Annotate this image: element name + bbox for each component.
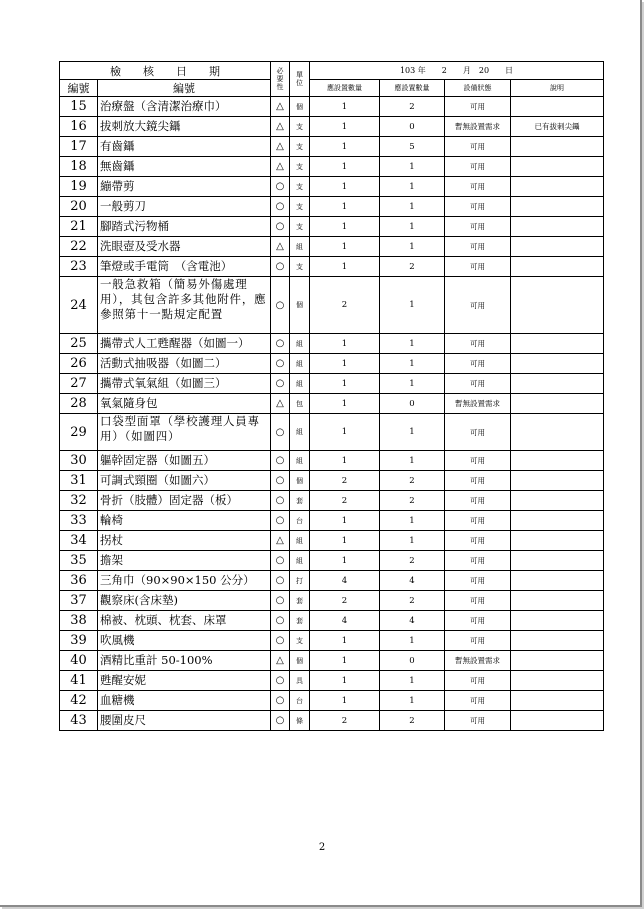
required-qty: 1 [310,511,380,531]
item-name: 筆燈或手電筒 （含電池） [98,257,271,277]
item-number: 32 [60,491,98,511]
note-cell [511,197,604,217]
actual-qty: 2 [380,491,445,511]
unit-cell: 套 [290,491,310,511]
item-number: 36 [60,571,98,591]
item-number: 24 [60,277,98,334]
note-cell [511,671,604,691]
item-number: 27 [60,374,98,394]
required-qty: 1 [310,631,380,651]
unit-cell: 個 [290,277,310,334]
required-qty: 1 [310,691,380,711]
required-header [271,62,290,97]
note-cell [511,277,604,334]
status-cell: 可用 [445,511,511,531]
table-row [60,651,604,671]
table-row [60,394,604,414]
required-mark: ○ [271,217,290,237]
note-cell [511,631,604,651]
item-number: 21 [60,217,98,237]
item-name: 甦醒安妮 [98,671,271,691]
actual-qty: 2 [380,471,445,491]
table-row [60,277,604,334]
required-qty: 1 [310,531,380,551]
item-name: 活動式抽吸器（如圖二） [98,354,271,374]
table-row [60,157,604,177]
required-qty: 2 [310,277,380,334]
required-qty: 1 [310,257,380,277]
actual-qty: 1 [380,237,445,257]
item-number: 43 [60,711,98,731]
item-number: 16 [60,117,98,137]
status-cell: 可用 [445,531,511,551]
table-row [60,671,604,691]
equipment-check-table [59,61,604,731]
unit-cell: 組 [290,551,310,571]
note-cell [511,257,604,277]
note-cell [511,217,604,237]
table-row [60,511,604,531]
item-name: 擔架 [98,551,271,571]
actual-qty: 1 [380,197,445,217]
required-qty: 2 [310,591,380,611]
col-actual-qty-header: 應設置數量 [380,80,445,97]
item-number: 39 [60,631,98,651]
required-qty: 1 [310,334,380,354]
required-qty: 1 [310,551,380,571]
actual-qty: 2 [380,551,445,571]
unit-cell: 支 [290,117,310,137]
required-mark: ○ [271,611,290,631]
status-cell: 可用 [445,137,511,157]
col-required-qty-header: 應設置數量 [310,80,380,97]
required-qty: 1 [310,237,380,257]
required-mark: ○ [271,451,290,471]
required-qty: 2 [310,491,380,511]
item-number: 29 [60,414,98,451]
note-cell [511,551,604,571]
actual-qty: 2 [380,711,445,731]
actual-qty: 1 [380,451,445,471]
note-cell [511,177,604,197]
note-cell [511,451,604,471]
actual-qty: 1 [380,157,445,177]
actual-qty: 1 [380,511,445,531]
table-row [60,631,604,651]
note-cell [511,531,604,551]
table-row [60,711,604,731]
unit-cell: 組 [290,531,310,551]
required-qty: 1 [310,414,380,451]
required-qty: 1 [310,217,380,237]
table-row [60,217,604,237]
item-number: 18 [60,157,98,177]
required-qty: 1 [310,671,380,691]
header-char: 單 [296,71,303,79]
actual-qty: 0 [380,117,445,137]
actual-qty: 1 [380,277,445,334]
item-name: 無齒鑷 [98,157,271,177]
status-cell: 可用 [445,217,511,237]
required-mark: ○ [271,671,290,691]
status-cell: 可用 [445,177,511,197]
item-name: 吹風機 [98,631,271,651]
unit-cell: 支 [290,157,310,177]
item-name: 攜帶式人工甦醒器（如圖一） [98,334,271,354]
table-row [60,451,604,471]
required-mark: △ [271,97,290,117]
note-cell [511,591,604,611]
actual-qty: 1 [380,177,445,197]
required-qty: 1 [310,137,380,157]
item-name: 拔刺放大鏡尖鑷 [98,117,271,137]
item-name: 一般剪刀 [98,197,271,217]
actual-qty: 1 [380,671,445,691]
required-qty: 1 [310,374,380,394]
unit-cell: 打 [290,571,310,591]
required-qty: 1 [310,157,380,177]
note-cell [511,651,604,671]
status-cell: 可用 [445,611,511,631]
item-number: 25 [60,334,98,354]
item-number: 23 [60,257,98,277]
table-row [60,334,604,354]
unit-cell: 組 [290,354,310,374]
header-char: 必 [276,67,284,75]
note-cell [511,394,604,414]
required-mark: ○ [271,257,290,277]
unit-cell: 個 [290,651,310,671]
actual-qty: 5 [380,137,445,157]
status-cell: 可用 [445,671,511,691]
unit-cell: 個 [290,97,310,117]
unit-cell: 支 [290,257,310,277]
note-cell: 已有拔刺尖鑷 [511,117,604,137]
item-number: 33 [60,511,98,531]
required-mark: △ [271,237,290,257]
item-name: 三角巾（90×90×150 公分） [98,571,271,591]
check-date-value: 103 年 2 月 20 日 [310,62,604,80]
actual-qty: 1 [380,691,445,711]
item-number: 30 [60,451,98,471]
status-cell: 可用 [445,97,511,117]
item-number: 40 [60,651,98,671]
required-mark: △ [271,117,290,137]
item-number: 19 [60,177,98,197]
col-note-header: 說明 [511,80,604,97]
header-char: 位 [296,79,303,87]
item-name: 酒精比重計 50-100% [98,651,271,671]
unit-cell: 條 [290,711,310,731]
actual-qty: 0 [380,651,445,671]
required-qty: 1 [310,97,380,117]
note-cell [511,414,604,451]
table-row [60,414,604,451]
required-mark: ○ [271,511,290,531]
status-cell: 可用 [445,691,511,711]
required-mark: ○ [271,197,290,217]
actual-qty: 2 [380,97,445,117]
status-cell: 可用 [445,157,511,177]
required-mark: ○ [271,471,290,491]
status-cell: 可用 [445,237,511,257]
check-date-label: 檢 核 日 期 [60,62,271,80]
table-row [60,551,604,571]
required-qty: 1 [310,197,380,217]
actual-qty: 1 [380,414,445,451]
status-cell: 可用 [445,257,511,277]
note-cell [511,611,604,631]
header-char: 要 [276,75,284,83]
status-cell: 可用 [445,414,511,451]
required-mark: ○ [271,691,290,711]
actual-qty: 1 [380,374,445,394]
table-row [60,571,604,591]
unit-cell: 個 [290,471,310,491]
item-name: 治療盤（含清潔治療巾） [98,97,271,117]
item-name: 骨折（肢體）固定器（板） [98,491,271,511]
required-mark: ○ [271,551,290,571]
table-row [60,197,604,217]
table-row [60,177,604,197]
status-cell: 可用 [445,491,511,511]
required-qty: 4 [310,611,380,631]
table-row [60,491,604,511]
actual-qty: 4 [380,571,445,591]
unit-cell: 具 [290,671,310,691]
required-mark: ○ [271,414,290,451]
table-row [60,257,604,277]
required-qty: 1 [310,177,380,197]
note-cell [511,471,604,491]
table-row [60,691,604,711]
item-name: 軀幹固定器（如圖五） [98,451,271,471]
required-mark: ○ [271,277,290,334]
required-mark: △ [271,157,290,177]
item-name: 腰圍皮尺 [98,711,271,731]
required-mark: ○ [271,631,290,651]
unit-cell: 支 [290,137,310,157]
item-name: 觀察床(含床墊) [98,591,271,611]
required-mark: ○ [271,354,290,374]
status-cell: 可用 [445,197,511,217]
unit-cell: 組 [290,414,310,451]
note-cell [511,137,604,157]
note-cell [511,354,604,374]
note-cell [511,691,604,711]
page-number: 2 [318,842,326,853]
actual-qty: 1 [380,531,445,551]
status-cell: 暫無設置需求 [445,651,511,671]
required-mark: ○ [271,571,290,591]
item-number: 42 [60,691,98,711]
item-name: 洗眼壺及受水器 [98,237,271,257]
status-cell: 可用 [445,334,511,354]
item-number: 37 [60,591,98,611]
item-name: 腳踏式污物桶 [98,217,271,237]
unit-cell: 支 [290,177,310,197]
item-number: 22 [60,237,98,257]
table-row [60,117,604,137]
item-number: 20 [60,197,98,217]
unit-cell: 支 [290,217,310,237]
note-cell [511,491,604,511]
note-cell [511,571,604,591]
note-cell [511,374,604,394]
actual-qty: 1 [380,334,445,354]
actual-qty: 1 [380,217,445,237]
unit-cell: 支 [290,197,310,217]
unit-cell: 台 [290,511,310,531]
item-name: 一般急救箱（簡易外傷處理用），其包含許多其他附件，應參照第十一點規定配置 [98,277,271,334]
table-row [60,531,604,551]
item-name: 口袋型面罩（學校護理人員專用）（如圖四） [98,414,271,451]
required-mark: △ [271,394,290,414]
unit-header [290,62,310,97]
unit-cell: 台 [290,691,310,711]
note-cell [511,511,604,531]
header-row-1 [60,62,604,80]
status-cell: 可用 [445,551,511,571]
table-row [60,237,604,257]
unit-cell: 包 [290,394,310,414]
header-row-2 [60,80,604,97]
status-cell: 可用 [445,451,511,471]
note-cell [511,711,604,731]
item-number: 31 [60,471,98,491]
required-qty: 2 [310,711,380,731]
required-mark: ○ [271,491,290,511]
table-row [60,137,604,157]
actual-qty: 2 [380,591,445,611]
note-cell [511,237,604,257]
status-cell: 可用 [445,374,511,394]
item-name: 有齒鑷 [98,137,271,157]
unit-cell: 組 [290,334,310,354]
status-cell: 可用 [445,591,511,611]
item-number: 38 [60,611,98,631]
item-number: 41 [60,671,98,691]
item-number: 26 [60,354,98,374]
note-cell [511,334,604,354]
required-qty: 1 [310,117,380,137]
unit-cell: 組 [290,451,310,471]
required-qty: 2 [310,471,380,491]
required-mark: △ [271,137,290,157]
col-name-header: 編號 [98,80,271,97]
unit-cell: 組 [290,237,310,257]
required-qty: 1 [310,354,380,374]
item-name: 可調式頸圈（如圖六） [98,471,271,491]
item-name: 拐杖 [98,531,271,551]
status-cell: 暫無設置需求 [445,394,511,414]
unit-cell: 組 [290,374,310,394]
required-qty: 1 [310,651,380,671]
status-cell: 可用 [445,631,511,651]
status-cell: 可用 [445,571,511,591]
item-name: 棉被、枕頭、枕套、床罩 [98,611,271,631]
header-char: 性 [276,83,284,91]
required-mark: ○ [271,711,290,731]
table-row [60,97,604,117]
unit-cell: 套 [290,591,310,611]
table-row [60,374,604,394]
table-row [60,354,604,374]
required-qty: 4 [310,571,380,591]
item-number: 15 [60,97,98,117]
required-qty: 1 [310,394,380,414]
col-id-header: 編號 [60,80,98,97]
table-row [60,471,604,491]
required-qty: 1 [310,451,380,471]
status-cell: 可用 [445,354,511,374]
item-number: 28 [60,394,98,414]
actual-qty: 2 [380,257,445,277]
actual-qty: 1 [380,631,445,651]
status-cell: 暫無設置需求 [445,117,511,137]
note-cell [511,97,604,117]
required-mark: ○ [271,334,290,354]
status-cell: 可用 [445,471,511,491]
item-name: 輪椅 [98,511,271,531]
item-name: 繃帶剪 [98,177,271,197]
required-mark: ○ [271,591,290,611]
col-status-header: 設備狀態 [445,80,511,97]
item-number: 34 [60,531,98,551]
required-mark: △ [271,531,290,551]
status-cell: 可用 [445,711,511,731]
table-row [60,611,604,631]
item-name: 氧氣隨身包 [98,394,271,414]
table-row [60,591,604,611]
required-mark: ○ [271,374,290,394]
unit-cell: 套 [290,611,310,631]
unit-cell: 支 [290,631,310,651]
item-name: 攜帶式氧氣組（如圖三） [98,374,271,394]
required-mark: ○ [271,177,290,197]
actual-qty: 1 [380,354,445,374]
required-mark: △ [271,651,290,671]
actual-qty: 4 [380,611,445,631]
note-cell [511,157,604,177]
actual-qty: 0 [380,394,445,414]
item-name: 血糖機 [98,691,271,711]
item-number: 35 [60,551,98,571]
item-number: 17 [60,137,98,157]
status-cell: 可用 [445,277,511,334]
